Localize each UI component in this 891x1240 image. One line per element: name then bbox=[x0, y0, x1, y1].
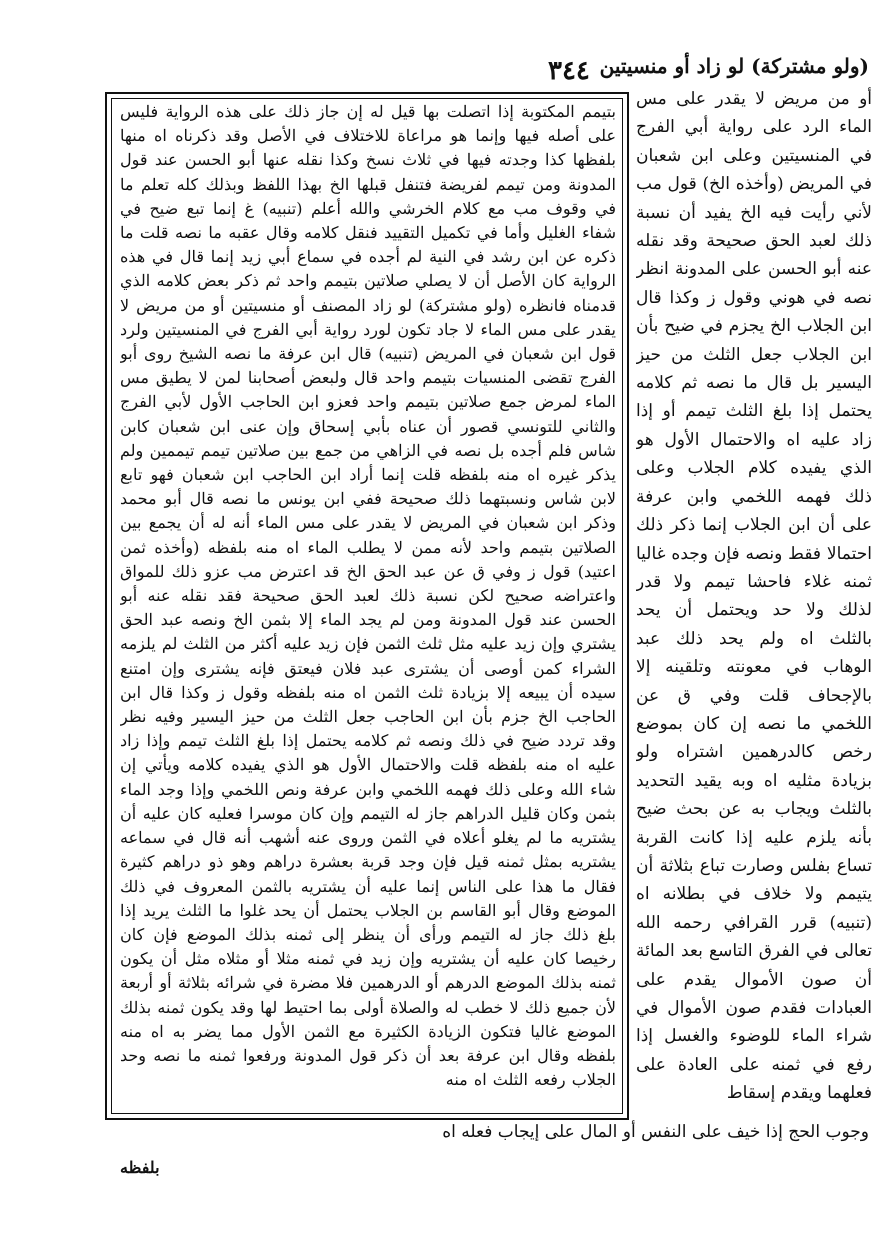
catchword: بلفظه bbox=[120, 1158, 160, 1177]
bottom-commentary-line: وجوب الحج إذا خيف على النفس أو المال على إيجاب فعله اه bbox=[442, 1122, 869, 1142]
page-number: ٣٤٤ bbox=[548, 56, 590, 86]
margin-commentary-paragraph: أو من مريض لا يقدر على مس الماء الرد على رواية أبي الفرج في المنسيتين وعلى ابن شعبان في المريض (وأخذه الخ) قول مب لأني رأيت فيه الخ يفيد أن نسبة ذلك لعبد الحق صحيحة وقد نقله عنه أبو الحسن على المدونة انظر نصه في هوني وقول ز وكذا قال ابن الجلاب الخ يجزم في ضيح بأن ابن الجلاب جعل الثلث من حيز اليسير بل قال ما نصه ثم كلامه يحتمل إذا بلغ الثلث تيمم أو إذا زاد عليه اه والاحتمال الأول هو الذي يفيده كلام الجلاب وعلى ذلك فهمه اللخمي وابن عرفة على أن ابن الجلاب إنما ذكر ذلك احتمالا فقط ونصه فإن وجده غاليا ثمنه غلاء فاحشا تيمم ولا قدر لذلك ولا حد ويحتمل أن يحد بالثلث اه ولم يحد ذلك عبد الوهاب في معونته وتلقينه إلا بالإجحاف قلت وفي ق عن اللخمي ما نصه إن كان بموضع رخص كالدرهمين اشتراه ولو بزيادة مثليه اه وبه يقيد التحديد بالثلث ويجاب به عن بحث ضيح بأنه يلزم عليه إذا كانت القربة تساع بفلس وصارت تباع بثلاثة أن يتيمم ولا خلاف في بطلانه اه (تنبيه) قرر القرافي رحمه الله تعالى في الفرق التاسع بعد المائة أن صون الأموال يقدم على العبادات فقدم صون الأموال في شراء الماء للوضوء والغسل إذا رفع في ثمنه على العادة على فعلهما ويقدم إسقاط bbox=[636, 89, 872, 1104]
margin-commentary bbox=[636, 85, 872, 1135]
main-text-paragraph: بتيمم المكتوبة إذا اتصلت بها قيل له إن جاز ذلك على هذه الرواية فليس على أصله فيها وإنما هو مراعاة للاختلاف في الأصل وقد ذكرناه اه منها بلفظها كذا وجدته فيها في ثلاث نسخ وكذا نقله عنها أبو الحسن عند قول المدونة ومن تيمم لفريضة فتنفل قبلها الخ بهذا اللفظ وبذلك كله تعلم ما في وقوف مب مع كلام الخرشي والله أعلم (تنبيه) غ إنما تبع ضيح في شفاء الغليل وأما في تكميل التقييد فنقل كلامه وقال عقبه ما نصه قلت ما ذكره عن ابن رشد في النية لم أجده في سماع أبي زيد إنما قال في هذه الرواية كان الأصل أن لا يصلي صلاتين بتيمم واحد ثم ذكر بعض كلامه الذي قدمناه فانظره (ولو مشتركة) لو زاد المصنف أو منسيتين أو من مريض لا يقدر على مس الماء لا جاد تكون لورد رواية أبي الفرج في المنسيتين ولرد قول ابن شعبان في المريض (تنبيه) قال ابن عرفة ما نصه الشيخ روى أبو الفرج تقضى المنسيات بتيمم واحد قال ولبعض أصحابنا لمن لا يطيق مس الماء لمرض جمع صلاتين بتيمم واحد فعزو ابن الحاجب الأول لأبي الفرج والثاني للتونسي قصور أن عناه بأبي إسحاق وإن عنى ابن شعبان كابن شاس فلم أجده بل نصه في الزاهي من جمع بين صلاتين تيمم تيممين ولم يذكر غيره اه منه بلفظه قلت إنما أراد ابن الحاجب ابن شعبان فهو تابع لابن شاس ونسبتهما ذلك صحيحة ففي ابن يونس ما نصه قال أبو محمد وذكر ابن شعبان في المريض لا يقدر على مس الماء أنه له أن يجمع بين الصلاتين بتيمم واحد لأنه ممن لا يطلب الماء اه منه بلفظه (وأخذه ثمن اعتيد) قول ز وفي ق عن عبد الحق الخ قد اعترض مب عزو ذلك للمواق واعتراضه صحيح لكن نسبة ذلك لعبد الحق صحيحة فقد نقله عنه أبو الحسن عند قول المدونة ومن لم يجد الماء إلا بثمن الخ ونصه عبد الحق يشتري وإن زيد عليه مثل ثلث الثمن فإن زيد عليه أكثر من الثلث لم يلزمه الشراء كمن أوصى أن يشترى عبد فلان فيعتق فإنه يشترى وإن امتنع سيده أن يبيعه إلا بزيادة ثلث الثمن اه منه بلفظه وقول ز وكذا قال ابن الحاجب الخ جزم بأن ابن الحاجب جعل الثلث من حيز اليسير وفيه نظر وقد تردد ضيح في ذلك ونصه ثم كلامه يحتمل إذا بلغ الثلث تيمم وإذا زاد عليه اه منه بلفظه قلت والاحتمال الأول هو الذي يفيده كلامه ويأتي إن شاء الله وعلى ذلك فهمه اللخمي وابن عرفة ونص اللخمي وإذا وجد الماء بثمن وكان قليل الدراهم جاز له التيمم وإن كان موسرا فعليه كان عليه أن يشتريه ما لم يغلو أعلاه في الثمن وروى عنه أشهب أنه قال في سماعه يشتريه بمثل ثمنه قيل فإن وجد قربة بعشرة دراهم وهو ذو دراهم كثيرة فقال ما هذا على الناس إنما عليه أن يشتريه بالثمن المعروف في ذلك الموضع وقال أبو القاسم بن الجلاب يحتمل أن يحد غلوا ما الثلث يريد إذا بلغ ذلك جاز له التيمم ورأى أن ينظر إلى ثمنه بذلك الموضع فإن كان رخيصا كان عليه أن يشتريه وإن زيد في ثمنه مثلا أو مثلاه مثل أن يكون ثمنه بذلك الموضع الدرهم أو الدرهمين فلا مضرة في شرائه بثلاثة أو أربعة لأن جميع ذلك لا خطب له والصلاة أولى بما احتيط لها وقد يكون ثمنه بذلك الموضع غاليا فتكون الزيادة الكثيرة مع الثمن الأول مما يضر به اه منه بلفظه وقال ابن عرفة بعد أن ذكر قول المدونة ورفعوا ثمنه ما نصه وحد الجلاب رفعه الثلث اه منه bbox=[120, 102, 616, 1090]
running-head: (ولو مشتركة) لو زاد أو منسيتين bbox=[599, 54, 869, 78]
main-text-block bbox=[120, 100, 616, 1115]
